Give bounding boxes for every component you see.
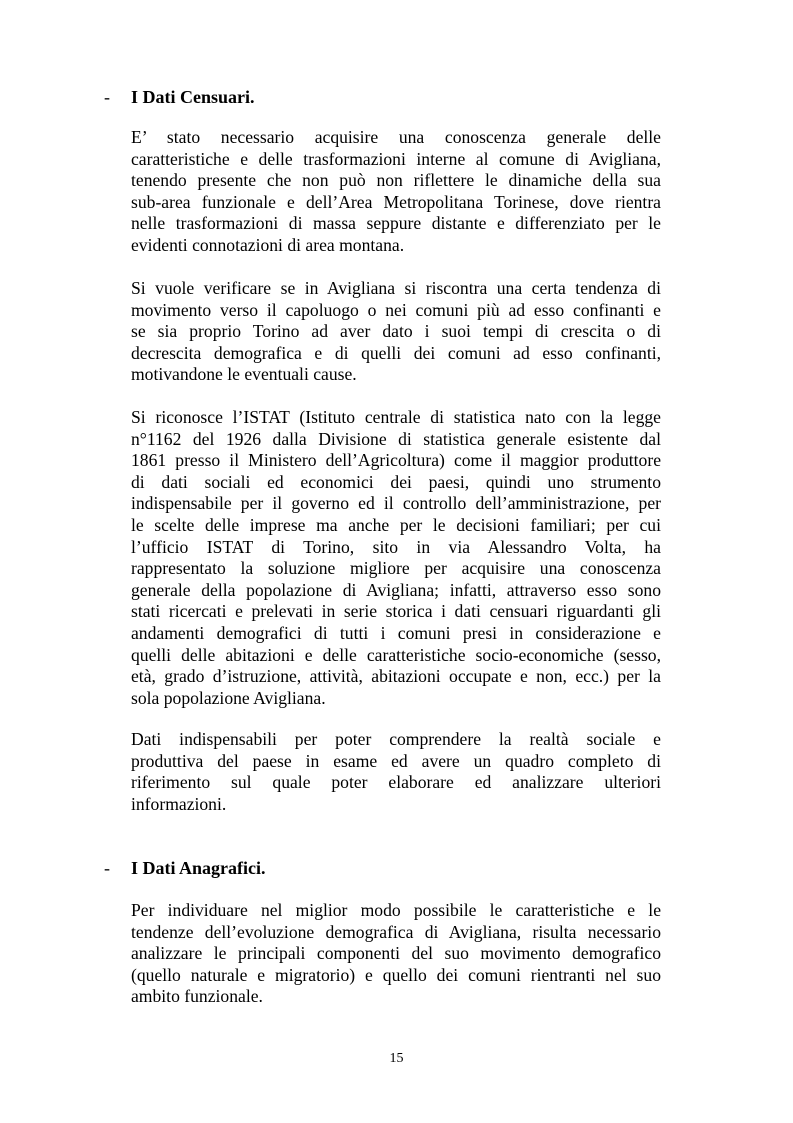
- paragraph-line: nelle trasformazioni di massa seppure distante e differenziato per le: [131, 213, 661, 234]
- paragraph-line: l’ufficio ISTAT di Torino, sito in via Alessandro Volta, ha: [131, 536, 661, 557]
- paragraph-line: riferimento sul quale poter elaborare ed analizzare ulteriori: [131, 772, 661, 793]
- paragraph-line: Si riconosce l’ISTAT (Istituto centrale di statistica nato con la legge: [131, 407, 661, 427]
- paragraph-line: movimento verso il capoluogo o nei comuni più ad esso confinanti e: [131, 299, 661, 320]
- paragraph-line: di dati sociali ed economici dei paesi, quindi uno strumento: [131, 471, 661, 492]
- paragraph-line: stati ricercati e prelevati in serie storica i dati censuari riguardanti gli: [131, 601, 661, 622]
- paragraph-line: le scelte delle imprese ma anche per le decisioni familiari; per cui: [131, 514, 661, 535]
- paragraph: [131, 127, 661, 257]
- paragraph-line: E’ stato necessario acquisire una conoscenza generale delle: [131, 127, 661, 147]
- paragraph-line: tenendo presente che non può non riflettere le dinamiche della sua: [131, 170, 661, 191]
- paragraph-line: ambito funzionale.: [131, 986, 263, 1007]
- section-heading-dati-censuari: [104, 86, 255, 108]
- section-heading-dati-anagrafici: [104, 857, 266, 879]
- paragraph-line: età, grado d’istruzione, attività, abitazioni occupate e non, ecc.) per la: [131, 666, 661, 687]
- heading-bullet: -: [104, 87, 110, 107]
- paragraph-line: analizzare le principali componenti del suo movimento demografico: [131, 943, 661, 964]
- paragraph-line: evidenti connotazioni di area montana.: [131, 234, 405, 255]
- paragraph-line: decrescita demografica e di quelli dei comuni ad esso confinanti,: [131, 342, 661, 363]
- heading-title: I Dati Anagrafici.: [131, 858, 266, 878]
- paragraph-line: indispensabile per il governo ed il controllo dell’amministrazione, per: [131, 493, 661, 514]
- paragraph-line: produttiva del paese in esame ed avere un quadro completo di: [131, 750, 661, 771]
- paragraph: [131, 900, 661, 1008]
- paragraph-line: n°1162 del 1926 dalla Divisione di statistica generale esistente dal: [131, 428, 661, 449]
- paragraph-line: (quello naturale e migratorio) e quello dei comuni rientranti nel suo: [131, 964, 661, 985]
- paragraph-line: 1861 presso il Ministero dell’Agricoltura) come il maggior produttore: [131, 450, 661, 471]
- paragraph-line: Dati indispensabili per poter comprendere la realtà sociale e: [131, 729, 661, 749]
- paragraph-line: sub-area funzionale e dell’Area Metropolitana Torinese, dove rientra: [131, 191, 661, 212]
- paragraph-line: andamenti demografici di tutti i comuni presi in considerazione e: [131, 622, 661, 643]
- paragraph-line: quelli delle abitazioni e delle caratteristiche socio-economiche (sesso,: [131, 644, 661, 665]
- paragraph-line: Si vuole verificare se in Avigliana si riscontra una certa tendenza di: [131, 278, 661, 298]
- paragraph: [131, 407, 661, 709]
- paragraph-line: sola popolazione Avigliana.: [131, 687, 326, 708]
- paragraph: [131, 729, 661, 815]
- paragraph-line: informazioni.: [131, 793, 227, 814]
- heading-bullet: -: [104, 858, 110, 878]
- heading-title: I Dati Censuari.: [131, 87, 255, 107]
- paragraph-line: generale della popolazione di Avigliana; infatti, attraverso esso sono: [131, 579, 661, 600]
- paragraph-line: caratteristiche e delle trasformazioni interne al comune di Avigliana,: [131, 148, 661, 169]
- paragraph-line: motivandone le eventuali cause.: [131, 364, 357, 385]
- paragraph-line: rappresentato la soluzione migliore per acquisire una conoscenza: [131, 558, 661, 579]
- page-number: 15: [389, 1051, 404, 1066]
- paragraph-line: Per individuare nel miglior modo possibile le caratteristiche e le: [131, 900, 661, 920]
- paragraph: [131, 278, 661, 386]
- paragraph-line: se sia proprio Torino ad aver dato i suoi tempi di crescita o di: [131, 321, 661, 342]
- paragraph-line: tendenze dell’evoluzione demografica di Avigliana, risulta necessario: [131, 921, 661, 942]
